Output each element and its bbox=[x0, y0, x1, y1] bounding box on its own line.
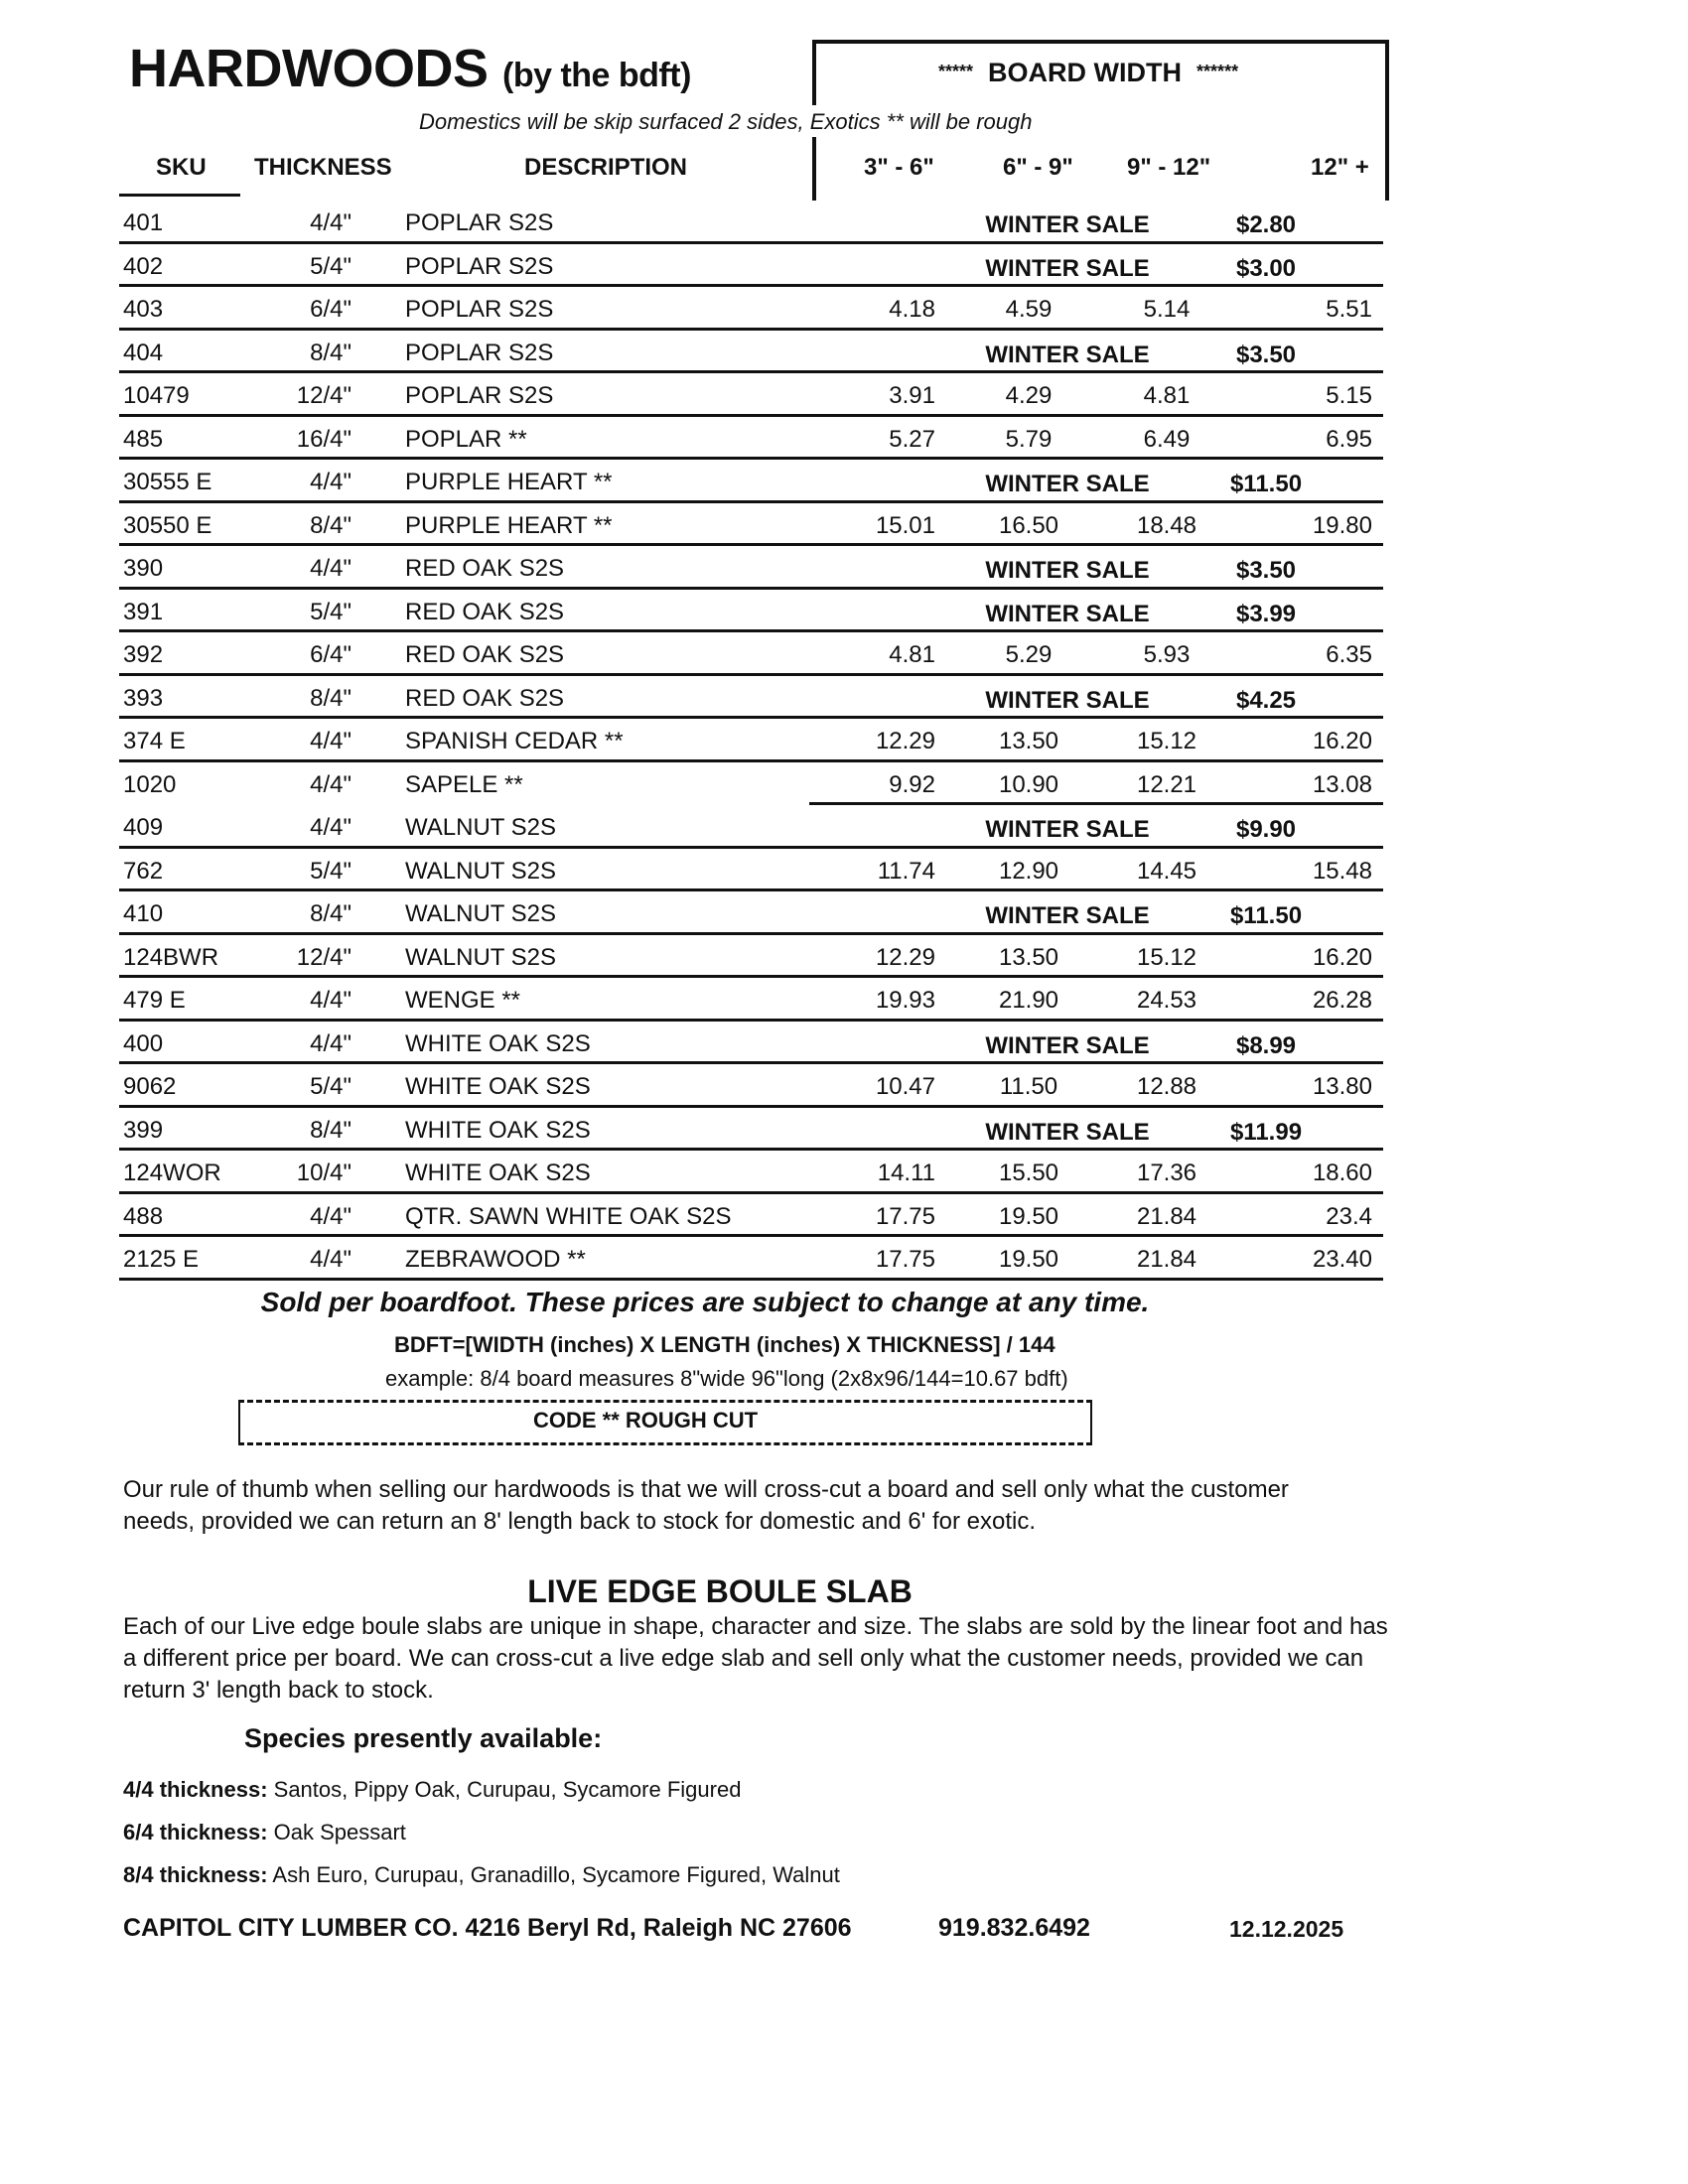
price-cell: 11.74 bbox=[877, 857, 935, 885]
thickness-cell: 8/4" bbox=[310, 900, 352, 927]
sku-cell: 1020 bbox=[123, 770, 177, 798]
sale-price: $11.99 bbox=[1229, 1118, 1303, 1146]
sku-cell: 392 bbox=[123, 641, 164, 668]
bdft-example: example: 8/4 board measures 8"wide 96"long (2x8x96/144=10.67 bdft) bbox=[385, 1366, 1068, 1391]
table-row bbox=[119, 805, 1383, 849]
price-cell: 15.12 bbox=[1136, 728, 1197, 754]
price-cell: 10.90 bbox=[998, 770, 1059, 798]
table-row bbox=[119, 935, 1383, 979]
price-cell: 23.40 bbox=[1312, 1246, 1372, 1273]
column-header-description: DESCRIPTION bbox=[524, 154, 688, 181]
price-cell: 19.93 bbox=[875, 987, 935, 1014]
description-cell: QTR. SAWN WHITE OAK S2S bbox=[405, 1202, 732, 1230]
description-cell: RED OAK S2S bbox=[405, 555, 565, 582]
price-cell: 9.92 bbox=[889, 770, 935, 798]
price-cell: 17.75 bbox=[875, 1202, 935, 1230]
description-cell: WALNUT S2S bbox=[405, 857, 557, 885]
sku-cell: 402 bbox=[123, 252, 164, 280]
thickness-cell: 4/4" bbox=[310, 770, 352, 798]
price-cell: 4.18 bbox=[889, 296, 935, 323]
description-cell: PURPLE HEART ** bbox=[405, 511, 613, 539]
price-cell: 17.75 bbox=[875, 1246, 935, 1273]
sale-price: $4.25 bbox=[1235, 686, 1297, 714]
company-address: CAPITOL CITY LUMBER CO. 4216 Beryl Rd, Raleigh NC 27606 bbox=[123, 1914, 852, 1942]
price-disclaimer-text: Sold per boardfoot. These prices are subject to change at any time. bbox=[260, 1287, 1150, 1317]
sku-cell: 762 bbox=[123, 857, 164, 885]
sku-cell: 124WOR bbox=[123, 1160, 221, 1186]
table-row bbox=[119, 676, 1383, 720]
price-cell: 16.50 bbox=[998, 511, 1059, 539]
thickness-cell: 5/4" bbox=[310, 598, 352, 625]
price-cell: 13.80 bbox=[1312, 1073, 1372, 1100]
code-legend-text: CODE ** ROUGH CUT bbox=[533, 1408, 759, 1433]
thickness-cell: 4/4" bbox=[310, 555, 352, 582]
price-cell: 13.50 bbox=[998, 943, 1059, 971]
stars-right: ****** bbox=[1196, 62, 1239, 81]
price-cell: 19.50 bbox=[998, 1246, 1059, 1273]
price-cell: 19.50 bbox=[998, 1202, 1059, 1230]
board-width-heading bbox=[938, 58, 1238, 88]
description-cell: WHITE OAK S2S bbox=[405, 1029, 591, 1057]
price-cell: 21.84 bbox=[1136, 1202, 1197, 1230]
price-cell: 24.53 bbox=[1136, 987, 1197, 1014]
sale-label: WINTER SALE bbox=[985, 341, 1150, 368]
table-row bbox=[119, 460, 1383, 503]
table-row bbox=[119, 632, 1383, 676]
description-cell: WHITE OAK S2S bbox=[405, 1073, 591, 1100]
column-header-thickness: THICKNESS bbox=[254, 154, 392, 181]
sale-price: $8.99 bbox=[1235, 1031, 1297, 1059]
stars-left: ***** bbox=[938, 62, 974, 81]
sale-price: $3.00 bbox=[1235, 254, 1297, 282]
price-cell: 16.20 bbox=[1312, 728, 1372, 754]
thickness-cell: 6/4" bbox=[310, 641, 352, 668]
table-row bbox=[119, 201, 1383, 244]
table-row bbox=[119, 546, 1383, 590]
description-cell: RED OAK S2S bbox=[405, 684, 565, 712]
description-cell: WALNUT S2S bbox=[405, 814, 557, 841]
price-cell: 5.51 bbox=[1326, 296, 1372, 323]
table-row bbox=[119, 590, 1383, 633]
sku-cell: 30550 E bbox=[123, 511, 212, 539]
title-suffix: (by the bdft) bbox=[502, 57, 691, 94]
description-cell: WENGE ** bbox=[405, 987, 521, 1014]
sku-cell: 2125 E bbox=[123, 1246, 200, 1273]
table-row bbox=[119, 1194, 1383, 1238]
thickness-cell: 4/4" bbox=[310, 1202, 352, 1230]
sku-cell: 124BWR bbox=[123, 943, 219, 971]
table-row bbox=[119, 417, 1383, 461]
thickness-cell: 4/4" bbox=[310, 1029, 352, 1057]
price-cell: 15.48 bbox=[1312, 857, 1372, 885]
bdft-formula: BDFT=[WIDTH (inches) X LENGTH (inches) X THICKNESS] / 144 bbox=[394, 1332, 1055, 1357]
price-cell: 14.45 bbox=[1136, 857, 1197, 885]
description-cell: POPLAR ** bbox=[405, 425, 527, 453]
price-cell: 26.28 bbox=[1312, 987, 1372, 1014]
price-cell: 4.81 bbox=[1143, 382, 1191, 409]
price-table bbox=[119, 201, 1383, 1281]
column-header-sku: SKU bbox=[156, 154, 207, 181]
price-list-date: 12.12.2025 bbox=[1229, 1916, 1344, 1942]
price-cell: 10.47 bbox=[875, 1073, 935, 1100]
price-cell: 21.84 bbox=[1136, 1246, 1197, 1273]
description-cell: ZEBRAWOOD ** bbox=[405, 1246, 586, 1273]
sku-cell: 10479 bbox=[123, 382, 190, 409]
price-cell: 5.79 bbox=[1005, 425, 1053, 453]
sale-label: WINTER SALE bbox=[985, 902, 1150, 929]
sale-price: $3.50 bbox=[1235, 341, 1297, 368]
sale-label: WINTER SALE bbox=[985, 211, 1150, 238]
description-cell: WALNUT S2S bbox=[405, 900, 557, 927]
live-edge-heading-text: LIVE EDGE BOULE SLAB bbox=[527, 1573, 913, 1609]
sale-label: WINTER SALE bbox=[985, 1118, 1150, 1146]
thickness-cell: 4/4" bbox=[310, 209, 352, 236]
description-cell: RED OAK S2S bbox=[405, 641, 565, 668]
sale-label: WINTER SALE bbox=[985, 600, 1150, 627]
sale-label: WINTER SALE bbox=[985, 557, 1150, 584]
table-row bbox=[119, 373, 1383, 417]
price-cell: 21.90 bbox=[998, 987, 1059, 1014]
thickness-cell: 8/4" bbox=[310, 339, 352, 366]
sku-cell: 410 bbox=[123, 900, 164, 927]
sku-cell: 9062 bbox=[123, 1073, 177, 1100]
price-cell: 5.93 bbox=[1143, 641, 1191, 668]
price-cell: 23.4 bbox=[1326, 1202, 1372, 1230]
description-cell: POPLAR S2S bbox=[405, 209, 554, 236]
table-row bbox=[119, 849, 1383, 892]
thickness-cell: 8/4" bbox=[310, 1116, 352, 1144]
surfacing-note: Domestics will be skip surfaced 2 sides, Exotics ** will be rough bbox=[419, 109, 1033, 134]
thickness-cell: 4/4" bbox=[310, 1246, 352, 1273]
sku-cell: 391 bbox=[123, 598, 164, 625]
price-cell: 18.60 bbox=[1312, 1160, 1372, 1186]
thickness-cell: 8/4" bbox=[310, 684, 352, 712]
price-cell: 4.81 bbox=[889, 641, 935, 668]
price-cell: 11.50 bbox=[999, 1073, 1058, 1100]
price-cell: 15.50 bbox=[998, 1160, 1059, 1186]
live-edge-paragraph: Each of our Live edge boule slabs are unique in shape, character and size. The slabs are sold by the linear foot and has a different price per board. We can cross-cut a live edge slab and sell only what the customer needs, provided we can return 3' length back to stock. bbox=[123, 1613, 1388, 1704]
description-cell: SPANISH CEDAR ** bbox=[405, 728, 624, 754]
species-list: Ash Euro, Curupau, Granadillo, Sycamore Figured, Walnut bbox=[272, 1862, 840, 1887]
thickness-cell: 8/4" bbox=[310, 511, 352, 539]
price-cell: 4.59 bbox=[1005, 296, 1053, 323]
thickness-cell: 4/4" bbox=[310, 814, 352, 841]
description-cell: POPLAR S2S bbox=[405, 339, 554, 366]
price-cell: 17.36 bbox=[1136, 1160, 1197, 1186]
description-cell: SAPELE ** bbox=[405, 770, 523, 798]
price-cell: 15.12 bbox=[1136, 943, 1197, 971]
thickness-cell: 4/4" bbox=[310, 728, 352, 754]
column-header-width-9-12: 9" - 12" bbox=[1127, 154, 1211, 181]
rule-of-thumb-paragraph: Our rule of thumb when selling our hardwoods is that we will cross-cut a board and sell only what the customer needs, provided we can return an 8' length back to stock for domestic and 6' for exotic. bbox=[123, 1476, 1289, 1535]
thickness-cell: 16/4" bbox=[296, 425, 352, 453]
description-cell: WALNUT S2S bbox=[405, 943, 557, 971]
sale-label: WINTER SALE bbox=[985, 471, 1150, 497]
species-line-8-4 bbox=[123, 1862, 840, 1888]
price-cell: 14.11 bbox=[877, 1160, 935, 1186]
sale-price: $3.50 bbox=[1235, 557, 1297, 584]
price-cell: 13.08 bbox=[1312, 770, 1372, 798]
price-cell: 5.27 bbox=[889, 425, 935, 453]
thickness-cell: 5/4" bbox=[310, 857, 352, 885]
price-cell: 12.88 bbox=[1136, 1073, 1197, 1100]
table-row bbox=[119, 1064, 1383, 1108]
species-list: Santos, Pippy Oak, Curupau, Sycamore Figured bbox=[273, 1777, 742, 1802]
price-cell: 12.21 bbox=[1136, 770, 1197, 798]
species-list: Oak Spessart bbox=[273, 1820, 406, 1844]
price-cell: 15.01 bbox=[875, 511, 935, 539]
sale-price: $11.50 bbox=[1229, 471, 1303, 497]
sale-price: $11.50 bbox=[1229, 902, 1303, 929]
column-header-width-3-6: 3" - 6" bbox=[864, 154, 934, 181]
thickness-cell: 4/4" bbox=[310, 469, 352, 495]
description-cell: POPLAR S2S bbox=[405, 296, 554, 323]
table-row bbox=[119, 244, 1383, 288]
live-edge-heading bbox=[0, 1573, 1589, 1610]
table-row bbox=[119, 1108, 1383, 1152]
price-cell: 12.90 bbox=[998, 857, 1059, 885]
thickness-cell: 12/4" bbox=[296, 382, 352, 409]
thickness-cell: 5/4" bbox=[310, 252, 352, 280]
sku-cell: 409 bbox=[123, 814, 164, 841]
company-phone: 919.832.6492 bbox=[938, 1914, 1090, 1942]
table-row bbox=[119, 719, 1383, 762]
description-cell: POPLAR S2S bbox=[405, 252, 554, 280]
table-row bbox=[119, 978, 1383, 1022]
sku-cell: 400 bbox=[123, 1029, 164, 1057]
table-row bbox=[119, 1151, 1383, 1194]
description-cell: WHITE OAK S2S bbox=[405, 1160, 591, 1186]
price-cell: 6.49 bbox=[1143, 425, 1191, 453]
species-line-4-4 bbox=[123, 1777, 741, 1803]
sku-cell: 404 bbox=[123, 339, 164, 366]
column-header-width-6-9: 6" - 9" bbox=[1003, 154, 1073, 181]
price-cell: 13.50 bbox=[998, 728, 1059, 754]
sku-cell: 479 E bbox=[123, 987, 186, 1014]
price-cell: 3.91 bbox=[889, 382, 935, 409]
table-row bbox=[119, 1022, 1383, 1065]
row-divider bbox=[119, 1278, 1383, 1281]
description-cell: RED OAK S2S bbox=[405, 598, 565, 625]
thickness-cell: 4/4" bbox=[310, 987, 352, 1014]
sale-label: WINTER SALE bbox=[985, 816, 1150, 843]
sale-price: $9.90 bbox=[1235, 816, 1297, 843]
thickness-cell: 10/4" bbox=[296, 1160, 352, 1186]
description-cell: PURPLE HEART ** bbox=[405, 469, 613, 495]
table-row bbox=[119, 1237, 1383, 1281]
table-row bbox=[119, 891, 1383, 935]
board-width-label: BOARD WIDTH bbox=[988, 58, 1183, 87]
sku-cell: 393 bbox=[123, 684, 164, 712]
price-cell: 5.15 bbox=[1326, 382, 1372, 409]
sku-cell: 485 bbox=[123, 425, 164, 453]
price-cell: 19.80 bbox=[1312, 511, 1372, 539]
thickness-cell: 5/4" bbox=[310, 1073, 352, 1100]
price-disclaimer bbox=[0, 1287, 1688, 1318]
table-row bbox=[119, 762, 1383, 806]
table-row bbox=[119, 503, 1383, 547]
sku-header-underline bbox=[119, 194, 240, 197]
price-cell: 6.35 bbox=[1326, 641, 1372, 668]
species-label: 6/4 thickness: bbox=[123, 1820, 268, 1844]
price-cell: 12.29 bbox=[875, 943, 935, 971]
sale-label: WINTER SALE bbox=[985, 686, 1150, 714]
description-cell: WHITE OAK S2S bbox=[405, 1116, 591, 1144]
sku-cell: 30555 E bbox=[123, 469, 212, 495]
sku-cell: 374 E bbox=[123, 728, 186, 754]
sku-cell: 403 bbox=[123, 296, 164, 323]
price-cell: 4.29 bbox=[1005, 382, 1053, 409]
sku-cell: 401 bbox=[123, 209, 164, 236]
sku-cell: 399 bbox=[123, 1116, 164, 1144]
price-cell: 5.29 bbox=[1005, 641, 1053, 668]
species-line-6-4 bbox=[123, 1820, 406, 1845]
table-row bbox=[119, 331, 1383, 374]
sku-cell: 488 bbox=[123, 1202, 164, 1230]
sku-cell: 390 bbox=[123, 555, 164, 582]
sale-label: WINTER SALE bbox=[985, 1031, 1150, 1059]
price-cell: 6.95 bbox=[1326, 425, 1372, 453]
page-title bbox=[129, 38, 691, 99]
title-main: HARDWOODS bbox=[129, 39, 489, 98]
species-label: 4/4 thickness: bbox=[123, 1777, 268, 1802]
species-heading: Species presently available: bbox=[244, 1723, 603, 1753]
price-cell: 12.29 bbox=[875, 728, 935, 754]
thickness-cell: 6/4" bbox=[310, 296, 352, 323]
price-cell: 18.48 bbox=[1136, 511, 1197, 539]
sale-price: $2.80 bbox=[1235, 211, 1297, 238]
species-label: 8/4 thickness: bbox=[123, 1862, 268, 1887]
sale-label: WINTER SALE bbox=[985, 254, 1150, 282]
description-cell: POPLAR S2S bbox=[405, 382, 554, 409]
column-header-width-12-plus: 12" + bbox=[1311, 154, 1369, 181]
price-cell: 5.14 bbox=[1143, 296, 1191, 323]
table-row bbox=[119, 287, 1383, 331]
thickness-cell: 12/4" bbox=[296, 943, 352, 971]
price-cell: 16.20 bbox=[1312, 943, 1372, 971]
sale-price: $3.99 bbox=[1235, 600, 1297, 627]
